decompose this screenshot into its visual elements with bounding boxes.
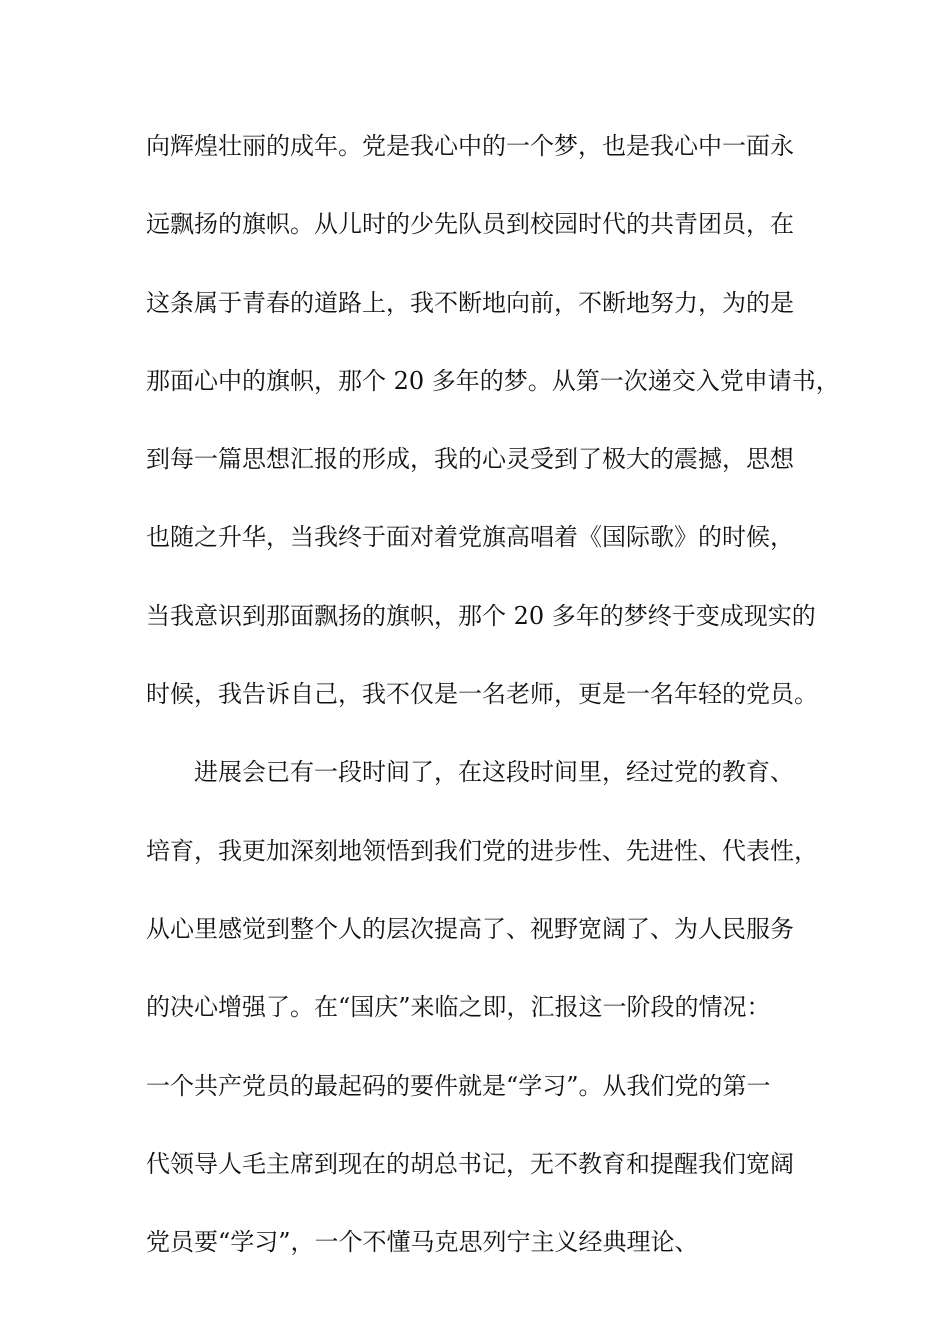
text-line: 培育，我更加深刻地领悟到我们党的进步性、先进性、代表性， bbox=[146, 836, 818, 865]
body-text bbox=[146, 128, 840, 1302]
text-line: 这条属于青春的道路上，我不断地向前，不断地努力，为的是 bbox=[146, 288, 794, 317]
text-line: 也随之升华，当我终于面对着党旗高唱着《国际歌》的时候， bbox=[146, 523, 794, 552]
text-line: 那面心中的旗帜，那个 20 多年的梦。从第一次递交入党申请书， bbox=[146, 366, 840, 395]
text-line: 远飘扬的旗帜。从儿时的少先队员到校园时代的共青团员，在 bbox=[146, 210, 794, 239]
text-line: 的决心增强了。在“国庆”来临之即，汇报这一阶段的情况： bbox=[146, 993, 771, 1022]
paragraph-first-line: 进展会已有一段时间了，在这段时间里，经过党的教育、 bbox=[194, 758, 794, 787]
text-line: 一个共产党员的最起码的要件就是“学习”。从我们党的第一 bbox=[146, 1071, 771, 1100]
text-line: 从心里感觉到整个人的层次提高了、视野宽阔了、为人民服务 bbox=[146, 914, 794, 943]
text-line: 到每一篇思想汇报的形成，我的心灵受到了极大的震撼，思想 bbox=[146, 445, 794, 474]
text-line: 时候，我告诉自己，我不仅是一名老师，更是一名年轻的党员。 bbox=[146, 680, 818, 709]
text-line: 当我意识到那面飘扬的旗帜，那个 20 多年的梦终于变成现实的 bbox=[146, 601, 816, 630]
text-line: 向辉煌壮丽的成年。党是我心中的一个梦，也是我心中一面永 bbox=[146, 132, 794, 160]
text-line: 代领导人毛主席到现在的胡总书记，无不教育和提醒我们宽阔 bbox=[146, 1149, 794, 1178]
text-line: 党员要“学习”，一个不懂马克思列宁主义经典理论、 bbox=[146, 1228, 699, 1257]
